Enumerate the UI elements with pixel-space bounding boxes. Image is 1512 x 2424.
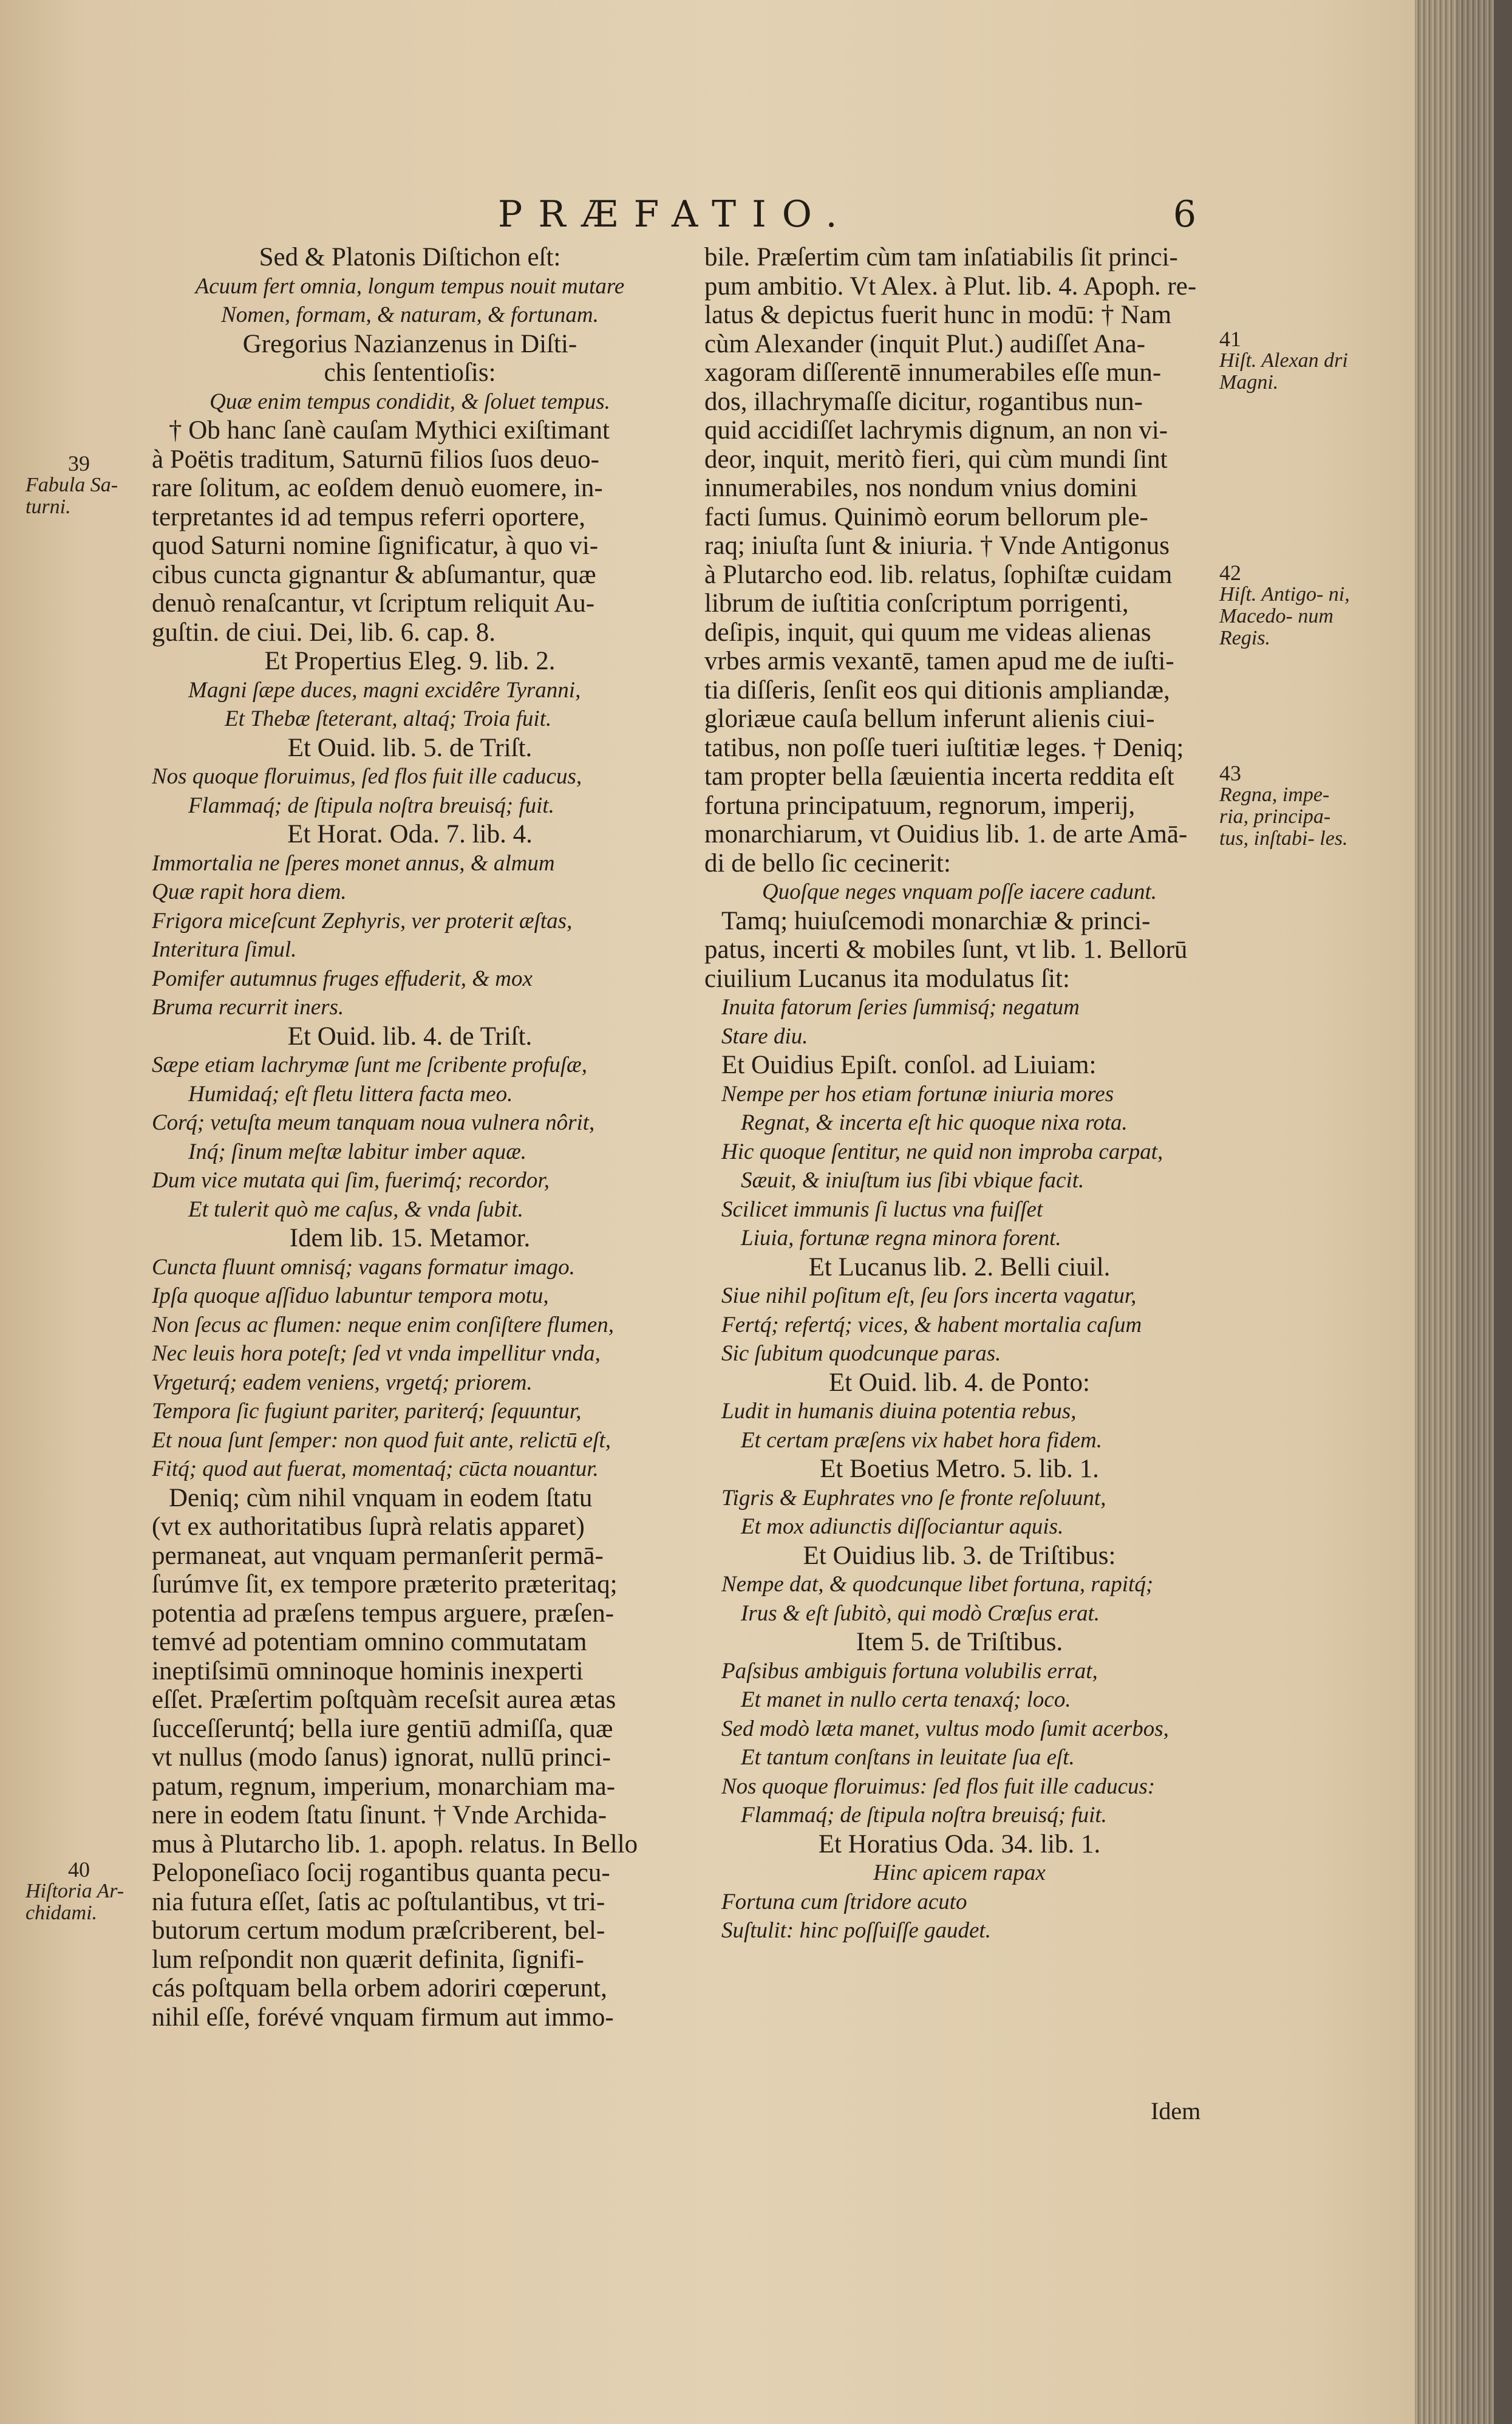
text-line: Et tulerit quò me caſus, & vnda ſubit. — [188, 1197, 523, 1222]
text-line: nia futura eſſet, ſatis ac poſtulantibus, vt tri- — [152, 1887, 605, 1916]
text-line: xagoram diſſerentē innumerabiles eſſe mun- — [704, 358, 1162, 387]
text-line: Deniq; cùm nihil vnquam in eodem ſtatu — [169, 1483, 593, 1512]
page-number: 6 — [1173, 193, 1196, 236]
text-line: Et Horat. Oda. 7. lib. 4. — [287, 820, 533, 848]
text-line: Bruma recurrit iners. — [152, 995, 344, 1020]
text-line: deſipis, inquit, qui quum me videas alienas — [704, 618, 1151, 647]
text-line: permaneat, aut vnquam permanſerit permā- — [152, 1541, 604, 1570]
text-line: Flammaq́; de ſtipula noſtra breuisq́; fuit. — [741, 1803, 1107, 1828]
text-line: Gregorius Nazianzenus in Diſti- — [242, 329, 577, 358]
text-line: terpretantes id ad tempus referri oportere, — [152, 502, 585, 531]
text-line: Stare diu. — [721, 1023, 808, 1049]
text-line: raq; iniuſta ſunt & iniuria. † Vnde Antigonus — [704, 531, 1170, 560]
text-line: vt nullus (modo ſanus) ignorat, nullū princi- — [152, 1743, 611, 1772]
margin-note-text: Fabula Sa- turni. — [26, 474, 118, 518]
text-line: tia diſſeris, ſenſit eos qui ditionis ampliandæ, — [704, 675, 1170, 705]
margin-note-number: 41 — [1219, 327, 1241, 351]
text-line: Ludit in humanis diuina potentia rebus, — [721, 1399, 1077, 1424]
text-line: ciuilium Lucanus ita modulatus ſit: — [704, 964, 1070, 993]
running-title: PRÆFATIO. — [498, 193, 853, 236]
text-line: à Plutarcho eod. lib. relatus, ſophiſtæ cuidam — [704, 560, 1173, 589]
text-line: Vrgeturq́; eadem veniens, vrgetq́; priorem. — [152, 1370, 533, 1395]
text-line: librum de iuſtitia conſcriptum porrigenti, — [704, 589, 1129, 618]
text-line: latus & depictus fuerit hunc in modū: † Nam — [704, 301, 1172, 329]
text-line: Et tantum conſtans in leuitate ſua eſt. — [741, 1745, 1075, 1770]
text-line: Item 5. de Triſtibus. — [856, 1628, 1063, 1656]
text-line: patum, regnum, imperium, monarchiam ma- — [152, 1772, 616, 1801]
text-line: eſſet. Præſertim poſtquàm receſsit aurea ætas — [152, 1685, 616, 1714]
text-line: nere in eodem ſtatu ſinunt. † Vnde Archida- — [152, 1801, 607, 1829]
text-line: Inq́; ſinum meſtæ labitur imber aquæ. — [188, 1139, 527, 1164]
text-line: Nec leuis hora poteſt; ſed vt vnda impellitur vnda, — [152, 1341, 601, 1366]
text-line: (vt ex authoritatibus ſuprà relatis apparet) — [152, 1512, 585, 1541]
text-line: temvé ad potentiam omnino commutatam — [152, 1628, 587, 1656]
text-line: Sæuit, & iniuſtum ius ſibi vbique facit. — [741, 1168, 1085, 1193]
text-line: vrbes armis vexantē, tamen apud me de iuſti- — [704, 647, 1174, 675]
text-line: ſurúmve ſit, ex tempore præterito præteritaq; — [152, 1570, 618, 1599]
text-line: quid accidiſſet lachrymis dignum, an non vi- — [704, 416, 1168, 445]
text-line: Et mox adiunctis diſſociantur aquis. — [741, 1514, 1064, 1539]
text-line: Et noua ſunt ſemper: non quod fuit ante, relictū eſt, — [152, 1427, 611, 1453]
text-line: Nos quoque floruimus, ſed flos fuit ille caducus, — [152, 764, 582, 789]
left-text-column — [152, 243, 668, 2032]
margin-note-number: 39 — [68, 451, 90, 476]
text-line: Tempora ſic fugiunt pariter, pariterq́; ſequuntur, — [152, 1399, 582, 1424]
text-line: cás poſtquam bella orbem adoriri cœperunt, — [152, 1974, 607, 2002]
text-line: Nempe dat, & quodcunque libet fortuna, rapitq́; — [721, 1572, 1154, 1597]
text-line: deor, inquit, meritò fieri, qui cùm mundi ſint — [704, 445, 1168, 474]
text-line: patus, incerti & mobiles ſunt, vt lib. 1. Bellorū — [704, 935, 1188, 964]
text-line: Tigris & Euphrates vno ſe fronte reſoluunt, — [721, 1485, 1106, 1511]
text-line: butorum certum modum præſcriberent, bel- — [152, 1916, 605, 1945]
text-line: Et Thebæ ſteterant, altaq́; Troia fuit. — [225, 706, 552, 731]
text-line: Siue nihil poſitum eſt, ſeu ſors incerta vagatur, — [721, 1283, 1137, 1308]
text-line: Et Ouidius Epiſt. conſol. ad Liuiam: — [721, 1051, 1097, 1079]
text-line: gloriæue cauſa bellum inferunt alienis ciui- — [704, 705, 1155, 733]
text-line: Et Ouid. lib. 5. de Triſt. — [287, 733, 533, 762]
text-line: cùm Alexander (inquit Plut.) audiſſet Ana- — [704, 329, 1146, 358]
running-header — [498, 193, 1196, 242]
text-line: Nempe per hos etiam fortunæ iniuria mores — [721, 1081, 1114, 1107]
text-line: dos, illachrymaſſe dicitur, rogantibus nun- — [704, 387, 1143, 416]
text-line: guſtin. de ciui. Dei, lib. 6. cap. 8. — [152, 618, 496, 647]
text-line: tam propter bella ſæuientia incerta reddita eſt — [704, 762, 1174, 791]
text-line: Hic quoque ſentitur, ne quid non improba carpat, — [721, 1139, 1163, 1164]
text-line: Et Boetius Metro. 5. lib. 1. — [820, 1455, 1099, 1483]
text-line: facti ſumus. Quinimò eorum bellorum ple- — [704, 502, 1148, 531]
text-line: cibus cuncta gignantur & abſumantur, quæ — [152, 560, 596, 589]
text-line: Acuum fert omnia, longum tempus nouit mutare — [195, 273, 625, 299]
text-line: Dum vice mutata qui ſim, fuerimq́; recordor, — [152, 1168, 550, 1193]
text-line: di de bello ſic cecinerit: — [704, 848, 951, 878]
text-line: fortuna principatuum, regnorum, imperij, — [704, 791, 1136, 820]
text-line: Sæpe etiam lachrymæ ſunt me ſcribente profuſæ, — [152, 1053, 587, 1077]
text-line: à Poëtis traditum, Saturnū filios ſuos deuo- — [152, 445, 599, 474]
text-line: Paſsibus ambiguis fortuna volubilis errat, — [721, 1658, 1098, 1684]
text-line: tatibus, non poſſe tueri iuſtitiæ leges. † Deniq; — [704, 733, 1184, 762]
text-line: † Ob hanc ſanè cauſam Mythici exiſtimant — [169, 416, 610, 445]
text-line: Fitq́; quod aut fuerat, momentaq́; cūcta nouantur. — [152, 1456, 599, 1481]
margin-note-text: Hiſt. Antigo- ni, Macedo- num Regis. — [1219, 583, 1350, 649]
text-line: Quæ enim tempus condidit, & ſoluet tempus. — [209, 389, 610, 414]
text-line: pum ambitio. Vt Alex. à Plut. lib. 4. Apoph. re- — [704, 271, 1197, 301]
margin-note-text: Regna, impe- ria, principa- tus, inſtabi- les. — [1219, 784, 1348, 850]
text-line: denuò renaſcantur, vt ſcriptum reliquit Au- — [152, 589, 595, 618]
text-line: Ipſa quoque aſſiduo labuntur tempora motu, — [152, 1283, 549, 1308]
margin-note-number: 43 — [1219, 761, 1241, 785]
text-line: Immortalia ne ſperes monet annus, & almum — [152, 850, 555, 876]
text-line: Sed modò læta manet, vultus modo ſumit acerbos, — [721, 1716, 1169, 1741]
text-line: Frigora miceſcunt Zephyris, ver proterit æſtas, — [152, 908, 573, 934]
text-line: Sic ſubitum quodcunque paras. — [721, 1341, 1001, 1366]
text-line: Corq́; vetuſta meum tanquam noua vulnera nôrit, — [152, 1110, 595, 1135]
text-line: Magni ſæpe duces, magni excidêre Tyranni, — [188, 677, 581, 703]
text-line: Pomifer autumnus fruges effuderit, & mox — [152, 966, 533, 991]
text-line: innumerabiles, nos nondum vnius domini — [704, 474, 1138, 502]
margin-note — [1219, 562, 1353, 649]
text-line: Scilicet immunis ſi luctus vna fuiſſet — [721, 1197, 1043, 1222]
text-line: chis ſententioſis: — [324, 358, 496, 387]
text-line: monarchiarum, vt Ouidius lib. 1. de arte Amā- — [704, 820, 1188, 848]
text-line: Et Ouidius lib. 3. de Triſtibus: — [803, 1541, 1116, 1570]
text-line: rare ſolitum, ac eoſdem denuò euomere, in- — [152, 474, 603, 502]
text-line: Nomen, formam, & naturam, & fortunam. — [221, 302, 599, 327]
right-text-column — [704, 243, 1214, 1945]
text-line: bile. Præſertim cùm tam inſatiabilis ſit princi- — [704, 243, 1178, 271]
text-line: Flammaq́; de ſtipula noſtra breuisq́; fuit. — [188, 793, 554, 818]
margin-note-number: 42 — [1219, 561, 1241, 585]
text-line: Liuia, fortunæ regna minora forent. — [741, 1226, 1061, 1251]
text-line: Inuita fatorum ſeries ſummisq́; negatum — [721, 995, 1080, 1020]
margin-note — [26, 1859, 147, 1924]
text-line: Fertq́; refertq́; vices, & habent mortalia caſum — [721, 1312, 1142, 1337]
text-line: potentia ad præſens tempus arguere, præſen- — [152, 1599, 615, 1628]
text-line: Et Ouid. lib. 4. de Triſt. — [287, 1022, 533, 1051]
text-line: ſucceſſeruntq́; bella iure gentiū admiſſa, quæ — [152, 1714, 613, 1743]
text-line: mus à Plutarcho lib. 1. apoph. relatus. In Bello — [152, 1829, 638, 1859]
text-line: Quæ rapit hora diem. — [152, 879, 347, 904]
text-line: Regnat, & incerta eſt hic quoque nixa rota. — [741, 1110, 1128, 1135]
margin-note — [26, 452, 147, 518]
text-line: Interitura ſimul. — [152, 937, 297, 962]
text-line: Irus & eſt ſubitò, qui modò Crœſus erat. — [741, 1600, 1100, 1626]
text-line: Hinc apicem rapax — [873, 1860, 1046, 1885]
book-page-edge — [1415, 0, 1494, 2424]
text-line: Et certam præſens vix habet hora fidem. — [741, 1427, 1102, 1453]
text-line: Nos quoque floruimus: ſed flos fuit ille caducus: — [721, 1774, 1156, 1799]
text-line: Idem lib. 15. Metamor. — [289, 1224, 531, 1252]
margin-note-number: 40 — [68, 1857, 90, 1882]
text-line: Cuncta fluunt omnisq́; vagans formatur imago. — [152, 1254, 575, 1280]
text-line: nihil eſſe, forévé vnquam firmum aut immo- — [152, 2002, 614, 2032]
text-line: Quoſque neges vnquam poſſe iacere cadunt. — [761, 879, 1157, 904]
text-line: Et manet in nullo certa tenaxq́; loco. — [741, 1687, 1071, 1712]
text-line: ineptiſsimū omninoque hominis inexperti — [152, 1656, 584, 1685]
text-line: Humidaq́; eſt fletu littera facta meo. — [188, 1081, 513, 1107]
text-line: quod Saturni nomine ſignificatur, à quo vi- — [152, 531, 599, 560]
text-line: Sed & Platonis Diſtichon eſt: — [259, 243, 561, 271]
margin-note-text: Hiſtoria Ar- chidami. — [26, 1880, 124, 1924]
text-line: Non ſecus ac flumen: neque enim conſiſtere flumen, — [152, 1312, 615, 1337]
text-line: Fortuna cum ſtridore acuto — [721, 1889, 967, 1914]
margin-note — [1219, 762, 1353, 850]
text-line: Et Propertius Eleg. 9. lib. 2. — [264, 647, 556, 675]
text-line: Et Lucanus lib. 2. Belli ciuil. — [808, 1252, 1111, 1282]
text-line: lum reſpondit non quærit definita, ſignifi- — [152, 1945, 584, 1974]
catchword: Idem — [1151, 2097, 1201, 2125]
text-line: Et Horatius Oda. 34. lib. 1. — [818, 1829, 1101, 1859]
text-line: Suſtulit: hinc poſſuiſſe gaudet. — [721, 1918, 991, 1943]
margin-note-text: Hiſt. Alexan dri Magni. — [1219, 349, 1348, 394]
text-line: Et Ouid. lib. 4. de Ponto: — [829, 1368, 1090, 1397]
text-line: Peloponeſiaco ſocij rogantibus quanta pecu- — [152, 1859, 610, 1887]
text-line: Tamq; huiuſcemodi monarchiæ & princi- — [721, 906, 1151, 935]
margin-note — [1219, 328, 1353, 394]
